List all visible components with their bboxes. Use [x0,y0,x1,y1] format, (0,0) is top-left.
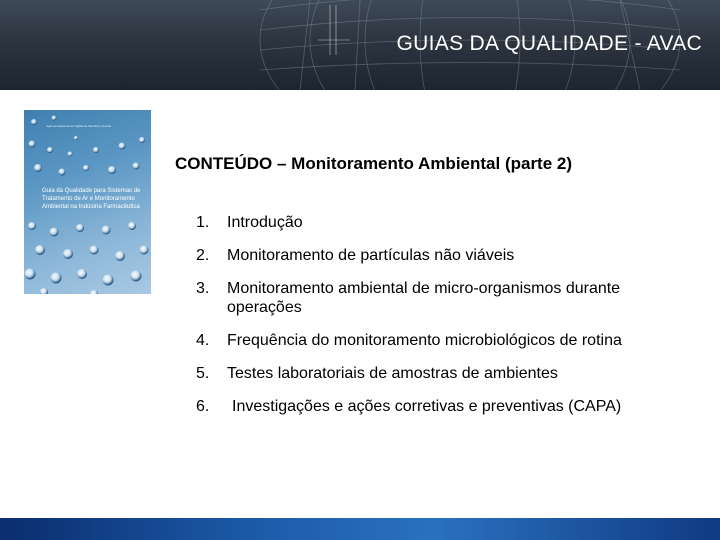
list-item-text: Monitoramento ambiental de micro-organismos durante operações [227,280,621,316]
list-item-number: 2. [196,247,210,264]
list-item-number: 6. [196,398,210,415]
list-item [196,213,696,232]
list-item [196,331,696,350]
slide-header [0,0,720,90]
content-list [196,213,696,430]
list-item-number: 5. [196,365,210,382]
content-heading: CONTEÚDO – Monitoramento Ambiental (parte 2) [175,154,573,173]
list-item [196,364,696,383]
cover-title: Guia da Qualidade para Sistemas de Tratamento de Ar e Monitoramento Ambiental na Indústria Farmacêutica [42,188,141,210]
list-item-number: 4. [196,332,210,349]
list-item-number: 3. [196,280,210,297]
list-item-text: Testes laboratoriais de amostras de ambientes [227,365,558,382]
list-item-text: Investigações e ações corretivas e preventivas (CAPA) [232,398,622,415]
guide-cover-image [24,110,151,294]
list-item [196,246,696,265]
header-title: GUIAS DA QUALIDADE - AVAC [396,32,702,55]
list-item [196,279,696,317]
footer-bar [0,518,720,540]
list-item [196,397,696,416]
list-item-text: Frequência do monitoramento microbiológicos de rotina [227,332,622,349]
cover-organization: Agência Nacional de Vigilância Sanitária | Anvisa [46,124,112,128]
list-item-text: Introdução [227,214,303,231]
list-item-text: Monitoramento de partículas não viáveis [227,247,515,264]
list-item-number: 1. [196,214,210,231]
